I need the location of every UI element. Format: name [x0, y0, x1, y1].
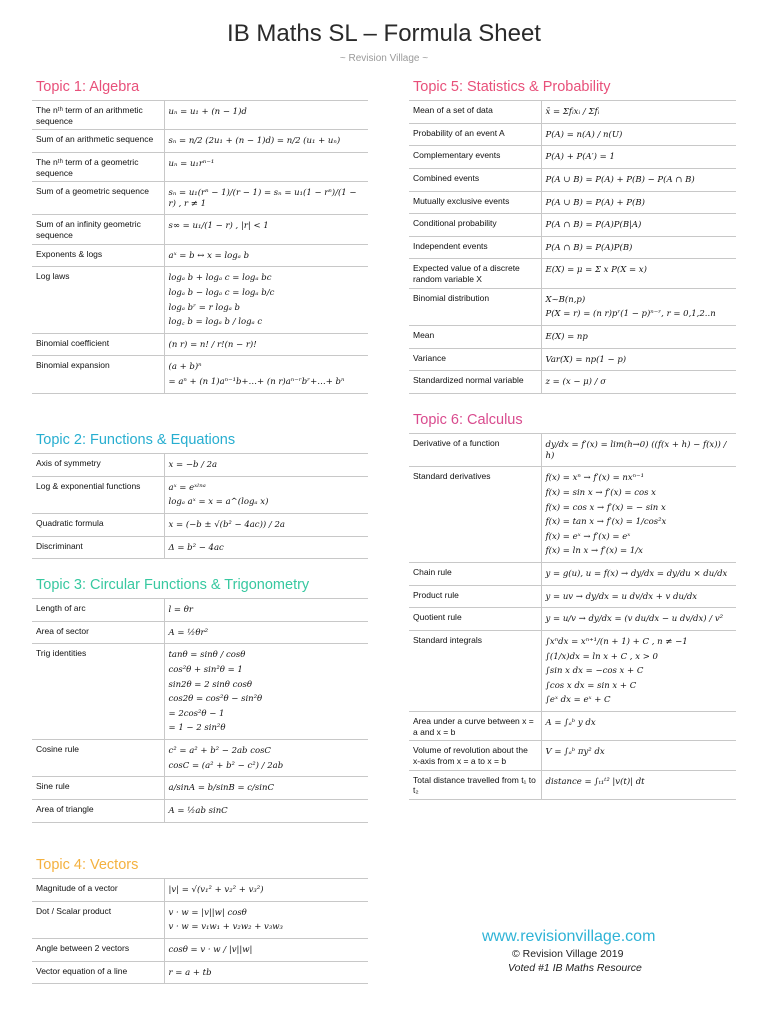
formula-row — [32, 901, 368, 938]
formula-line: P(A ∪ B) = P(A) + P(B) − P(A ∩ B) — [545, 174, 695, 185]
formula-cell — [541, 191, 736, 214]
formula-row — [32, 644, 368, 740]
formula-line: A = ½θr² — [168, 627, 208, 638]
formula-cell — [541, 467, 736, 563]
formula-line: P(A ∩ B) = P(A)P(B|A) — [545, 220, 642, 231]
formula-label: Log laws — [32, 267, 164, 334]
formula-row — [409, 191, 736, 214]
formula-line: P(A ∪ B) = P(A) + P(B) — [545, 197, 645, 208]
formula-row — [409, 741, 736, 770]
formula-line: P(A) = n(A) / n(U) — [545, 129, 623, 140]
formula-cell — [164, 879, 368, 902]
formula-row — [409, 608, 736, 631]
formula-label: Variance — [409, 348, 541, 371]
formula-line: aˣ = b ↔ x = logₐ b — [168, 250, 250, 261]
formula-cell — [541, 123, 736, 146]
tagline-text: Voted #1 IB Maths Resource — [508, 962, 642, 974]
formula-label: Mutually exclusive events — [409, 191, 541, 214]
formula-line: A = ½ab sinC — [168, 805, 228, 816]
formula-row — [409, 348, 736, 371]
formula-line: uₙ = u₁rⁿ⁻¹ — [168, 158, 215, 169]
formula-line: ∫cos x dx = sin x + C — [545, 680, 637, 691]
formula-line: tanθ = sinθ / cosθ — [168, 650, 246, 661]
formula-cell — [541, 214, 736, 237]
topic1-heading: Topic 1: Algebra — [36, 79, 140, 95]
formula-line: logₐ bʳ = r logₐ b — [168, 302, 240, 313]
formula-line: E(X) = μ = Σ x P(X = x) — [545, 265, 647, 276]
topic2-heading: Topic 2: Functions & Equations — [36, 432, 236, 448]
formula-cell — [541, 608, 736, 631]
formula-cell — [541, 288, 736, 325]
formula-line: a/sinA = b/sinB = c/sinC — [168, 783, 274, 794]
formula-row — [409, 123, 736, 146]
formula-cell — [164, 130, 368, 153]
formula-label: Sum of a geometric sequence — [32, 182, 164, 215]
formula-cell — [541, 563, 736, 586]
formula-label: Vector equation of a line — [32, 961, 164, 984]
formula-row — [409, 288, 736, 325]
formula-row — [32, 333, 368, 356]
formula-line: cos2θ = cos²θ − sin²θ — [168, 694, 263, 705]
formula-line: distance = ∫ₜ₁ᵗ² |v(t)| dt — [545, 776, 645, 787]
formula-row — [32, 152, 368, 181]
topic4-heading: Topic 4: Vectors — [36, 857, 139, 873]
formula-cell — [541, 741, 736, 770]
topic3-heading: Topic 3: Circular Functions & Trigonometry — [36, 577, 310, 593]
page-title: IB Maths SL – Formula Sheet — [227, 20, 541, 47]
formula-line: V = ∫ₐᵇ πy² dx — [545, 747, 605, 758]
formula-row — [409, 168, 736, 191]
formula-row — [32, 476, 368, 513]
formula-cell — [164, 513, 368, 536]
formula-label: Sum of an arithmetic sequence — [32, 130, 164, 153]
formula-row — [409, 434, 736, 467]
topic6-table — [409, 433, 736, 800]
formula-label: Probability of an event A — [409, 123, 541, 146]
formula-line: f(x) = sin x → f′(x) = cos x — [545, 487, 656, 498]
formula-row — [32, 244, 368, 267]
formula-cell — [541, 712, 736, 741]
formula-label: Area under a curve between x = a and x = b — [409, 712, 541, 741]
formula-cell — [164, 901, 368, 938]
formula-label: Independent events — [409, 236, 541, 259]
formula-line: P(A ∩ B) = P(A)P(B) — [545, 242, 633, 253]
formula-row — [409, 236, 736, 259]
formula-cell — [164, 740, 368, 777]
formula-line: logₐ b + logₐ c = logₐ bc — [168, 273, 272, 284]
formula-row — [409, 630, 736, 711]
formula-cell — [164, 599, 368, 622]
formula-label: Mean — [409, 325, 541, 348]
formula-label: Quadratic formula — [32, 513, 164, 536]
formula-line: x̄ = Σfᵢxᵢ / Σfᵢ — [545, 107, 600, 117]
formula-row — [32, 101, 368, 130]
formula-line: sₙ = u₁(rⁿ − 1)/(r − 1) = sₙ = u₁(1 − rⁿ)/(1 − r) , r ≠ 1 — [168, 188, 357, 209]
formula-cell — [541, 325, 736, 348]
formula-label: The nᵗʰ term of an arithmetic sequence — [32, 101, 164, 130]
formula-line: sₙ = n/2 (2u₁ + (n − 1)d) = n/2 (u₁ + uₙ) — [168, 136, 341, 147]
formula-cell — [164, 101, 368, 130]
formula-line: y = uv → dy/dx = u dv/dx + v du/dx — [545, 591, 698, 602]
formula-cell — [164, 961, 368, 984]
formula-cell — [541, 168, 736, 191]
formula-row — [409, 146, 736, 169]
formula-cell — [164, 454, 368, 477]
topic6-heading: Topic 6: Calculus — [413, 412, 523, 428]
formula-line: ∫eˣ dx = eˣ + C — [545, 695, 611, 706]
formula-line: ∫sin x dx = −cos x + C — [545, 666, 644, 677]
formula-row — [32, 513, 368, 536]
formula-line: v · w = |v||w| cosθ — [168, 907, 247, 918]
formula-cell — [541, 101, 736, 124]
formula-label: Sine rule — [32, 777, 164, 800]
formula-line: f(x) = cos x → f′(x) = − sin x — [545, 502, 666, 513]
formula-label: Sum of an infinity geometric sequence — [32, 215, 164, 244]
formula-cell — [164, 777, 368, 800]
formula-line: = aⁿ + (n 1)aⁿ⁻¹b+…+ (n r)aⁿ⁻ʳbʳ+…+ bⁿ — [168, 377, 345, 387]
formula-line: Var(X) = np(1 − p) — [545, 354, 627, 365]
formula-row — [409, 467, 736, 563]
formula-cell — [164, 938, 368, 961]
formula-row — [32, 777, 368, 800]
formula-line: P(X = r) = (n r)pʳ(1 − p)ⁿ⁻ʳ, r = 0,1,2..n — [545, 309, 716, 320]
formula-line: s∞ = u₁/(1 − r) , |r| < 1 — [168, 221, 269, 232]
formula-label: Mean of a set of data — [409, 101, 541, 124]
formula-line: logₐ b − logₐ c = logₐ b/c — [168, 287, 275, 298]
formula-cell — [541, 585, 736, 608]
formula-cell — [541, 371, 736, 394]
formula-row — [32, 454, 368, 477]
formula-line: uₙ = u₁ + (n − 1)d — [168, 107, 247, 117]
formula-label: Standard integrals — [409, 630, 541, 711]
formula-line: f(x) = eˣ → f′(x) = eˣ — [545, 531, 631, 542]
formula-line: f(x) = tan x → f′(x) = 1/cos²x — [545, 517, 667, 528]
formula-cell — [164, 215, 368, 244]
formula-line: dy/dx = f′(x) = lim(h→0) ((f(x + h) − f(x)) / h) — [545, 440, 727, 461]
formula-row — [32, 599, 368, 622]
formula-label: Expected value of a discrete random variable X — [409, 259, 541, 288]
formula-row — [409, 325, 736, 348]
formula-row — [409, 101, 736, 124]
formula-line: Δ = b² − 4ac — [168, 542, 224, 553]
formula-label: Magnitude of a vector — [32, 879, 164, 902]
formula-line: cosC = (a² + b² − c²) / 2ab — [168, 760, 284, 771]
topic4-table — [32, 878, 368, 984]
formula-label: Exponents & logs — [32, 244, 164, 267]
formula-label: Chain rule — [409, 563, 541, 586]
formula-line: f(x) = xⁿ → f′(x) = nxⁿ⁻¹ — [545, 473, 644, 484]
formula-label: Product rule — [409, 585, 541, 608]
formula-line: X~B(n,p) — [545, 294, 586, 305]
formula-label: Area of triangle — [32, 799, 164, 822]
formula-line: P(A) + P(A′) = 1 — [545, 152, 615, 163]
formula-line: v · w = v₁w₁ + v₂w₂ + v₃w₃ — [168, 922, 283, 933]
formula-line: y = g(u), u = f(x) → dy/dx = dy/du × du/dx — [545, 569, 728, 579]
formula-line: E(X) = np — [545, 331, 588, 342]
formula-label: Standardized normal variable — [409, 371, 541, 394]
page-subtitle: ~ Revision Village ~ — [339, 53, 429, 64]
formula-label: Volume of revolution about the x-axis from x = a to x = b — [409, 741, 541, 770]
website-link[interactable]: www.revisionvillage.com — [482, 928, 656, 945]
formula-line: (n r) = n! / r!(n − r)! — [168, 339, 257, 350]
topic5-heading: Topic 5: Statistics & Probability — [413, 79, 611, 95]
formula-row — [32, 536, 368, 559]
formula-line: x = (−b ± √(b² − 4ac)) / 2a — [168, 519, 285, 530]
formula-cell — [164, 244, 368, 267]
formula-label: Dot / Scalar product — [32, 901, 164, 938]
formula-row — [32, 130, 368, 153]
formula-cell — [541, 236, 736, 259]
formula-row — [409, 585, 736, 608]
formula-cell — [164, 333, 368, 356]
formula-label: Binomial expansion — [32, 356, 164, 393]
formula-label: Binomial coefficient — [32, 333, 164, 356]
formula-cell — [164, 476, 368, 513]
formula-line: l = θr — [168, 605, 193, 615]
copyright-text: © Revision Village 2019 — [512, 948, 624, 960]
formula-label: Axis of symmetry — [32, 454, 164, 477]
formula-line: A = ∫ₐᵇ y dx — [545, 718, 596, 728]
formula-cell — [541, 770, 736, 799]
formula-line: c² = a² + b² − 2ab cosC — [168, 746, 271, 756]
formula-cell — [541, 146, 736, 169]
formula-label: Angle between 2 vectors — [32, 938, 164, 961]
formula-cell — [541, 434, 736, 467]
formula-row — [409, 214, 736, 237]
formula-row — [32, 267, 368, 334]
formula-label: Combined events — [409, 168, 541, 191]
formula-row — [409, 712, 736, 741]
formula-label: Area of sector — [32, 621, 164, 644]
topic1-table — [32, 100, 368, 394]
formula-row — [32, 879, 368, 902]
formula-label: Conditional probability — [409, 214, 541, 237]
formula-label: Quotient rule — [409, 608, 541, 631]
formula-label: Cosine rule — [32, 740, 164, 777]
formula-cell — [164, 536, 368, 559]
formula-cell — [541, 259, 736, 288]
formula-line: ∫xⁿdx = xⁿ⁺¹/(n + 1) + C , n ≠ −1 — [545, 636, 688, 647]
formula-row — [32, 215, 368, 244]
formula-cell — [541, 630, 736, 711]
formula-label: Derivative of a function — [409, 434, 541, 467]
formula-row — [32, 740, 368, 777]
formula-label: Log & exponential functions — [32, 476, 164, 513]
formula-line: aˣ = eˣˡⁿᵃ — [168, 482, 206, 493]
formula-cell — [164, 621, 368, 644]
formula-label: Discriminant — [32, 536, 164, 559]
formula-row — [409, 563, 736, 586]
topic2-table — [32, 453, 368, 559]
formula-cell — [164, 267, 368, 334]
formula-row — [32, 799, 368, 822]
formula-line: log꜀ b = logₐ b / logₐ c — [168, 317, 263, 328]
formula-row — [32, 182, 368, 215]
formula-line: f(x) = ln x → f′(x) = 1/x — [545, 546, 643, 557]
formula-cell — [164, 356, 368, 393]
topic3-table — [32, 598, 368, 823]
formula-row — [409, 770, 736, 799]
formula-label: Binomial distribution — [409, 288, 541, 325]
formula-cell — [541, 348, 736, 371]
formula-row — [32, 961, 368, 984]
formula-label: The nᵗʰ term of a geometric sequence — [32, 152, 164, 181]
formula-line: = 1 − 2 sin²θ — [168, 723, 226, 734]
formula-row — [409, 259, 736, 288]
formula-row — [32, 356, 368, 393]
formula-label: Total distance travelled from t₁ to t₂ — [409, 770, 541, 799]
formula-line: sin2θ = 2 sinθ cosθ — [168, 679, 252, 690]
formula-line: x = −b / 2a — [168, 460, 218, 470]
formula-line: |v| = √(v₁² + v₂² + v₃²) — [168, 885, 264, 895]
formula-line: r = a + tb — [168, 967, 212, 978]
formula-line: = 2cos²θ − 1 — [168, 708, 225, 719]
formula-cell — [164, 644, 368, 740]
formula-line: y = u/v → dy/dx = (v du/dx − u dv/dx) / v² — [545, 614, 724, 625]
formula-line: ∫(1/x)dx = ln x + C , x > 0 — [545, 651, 658, 662]
formula-line: (a + b)ⁿ — [168, 362, 202, 373]
formula-cell — [164, 152, 368, 181]
topic5-table — [409, 100, 736, 394]
formula-label: Trig identities — [32, 644, 164, 740]
formula-line: cos²θ + sin²θ = 1 — [168, 664, 243, 675]
formula-row — [32, 621, 368, 644]
formula-label: Standard derivatives — [409, 467, 541, 563]
formula-label: Length of arc — [32, 599, 164, 622]
formula-cell — [164, 799, 368, 822]
formula-row — [32, 938, 368, 961]
formula-line: cosθ = v · w / |v||w| — [168, 944, 253, 955]
formula-line: logₐ aˣ = x = a^(logₐ x) — [168, 497, 269, 508]
formula-row — [409, 371, 736, 394]
formula-label: Complementary events — [409, 146, 541, 169]
formula-line: z = (x − μ) / σ — [545, 377, 607, 388]
formula-cell — [164, 182, 368, 215]
